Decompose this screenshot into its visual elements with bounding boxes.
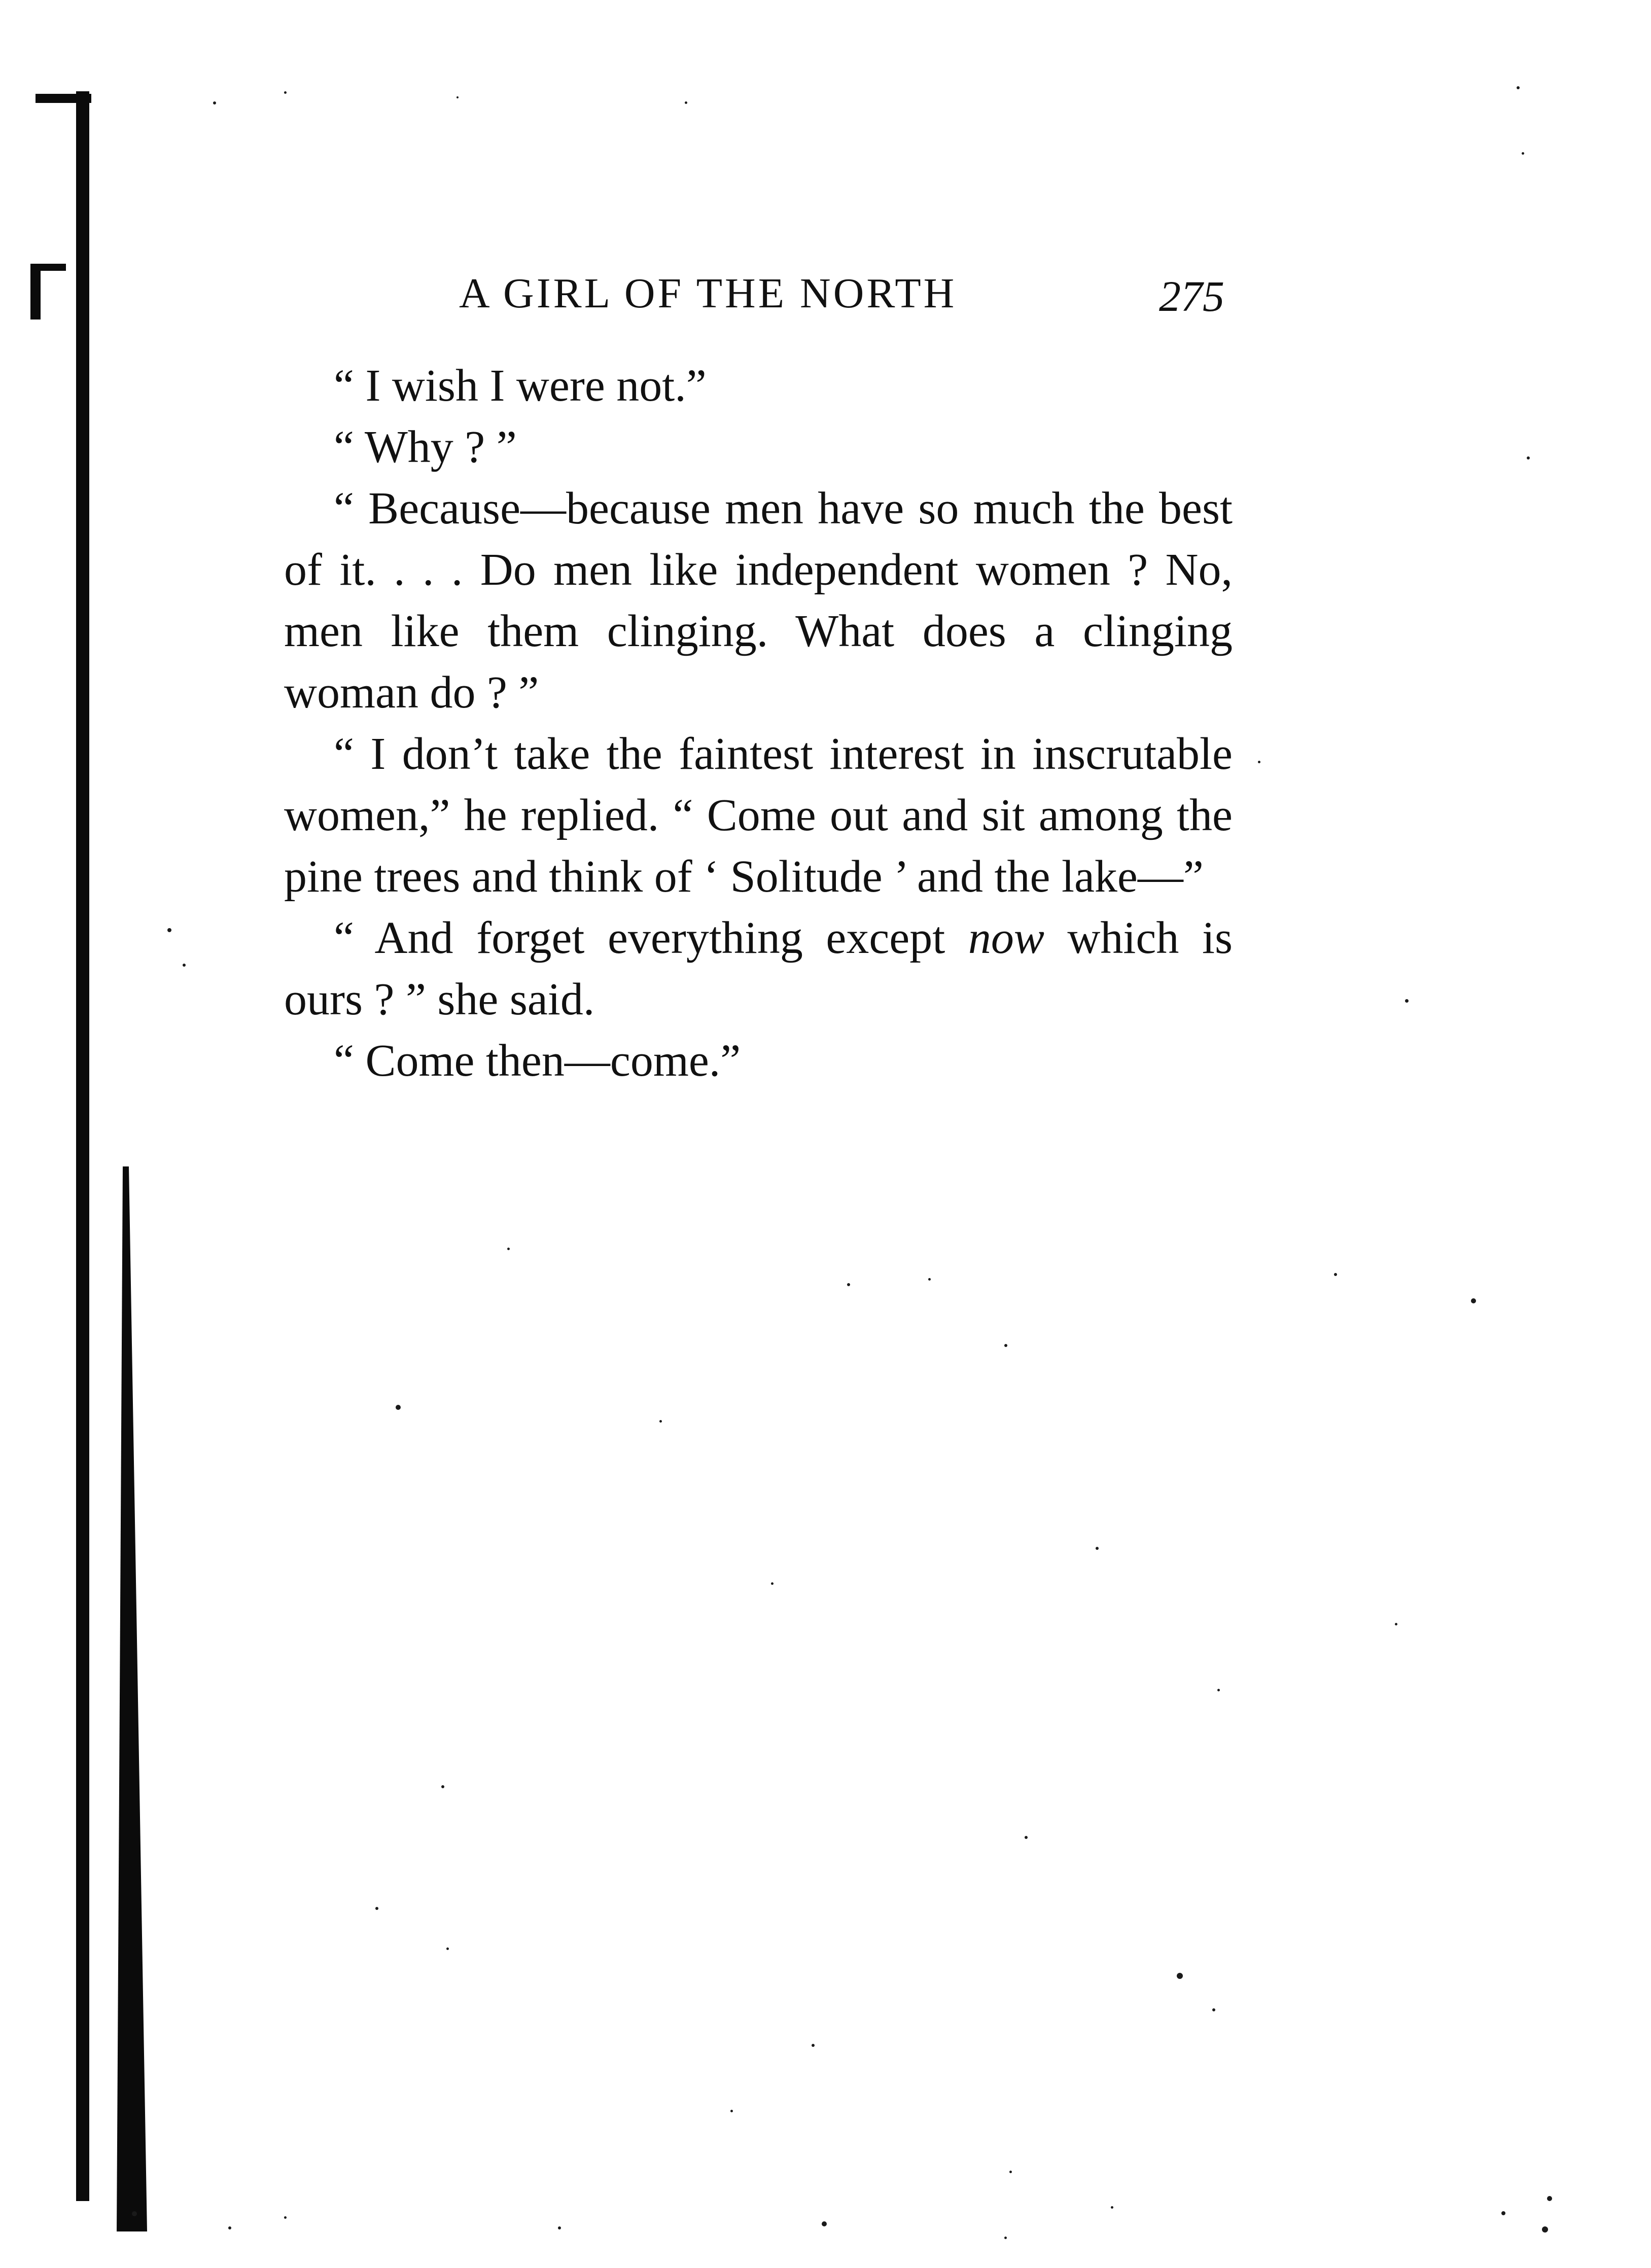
scan-speck: [284, 2216, 287, 2219]
scan-speck: [183, 964, 186, 967]
scan-speck: [847, 1283, 850, 1286]
italic-word: now: [968, 913, 1044, 963]
scan-speck: [396, 1405, 401, 1410]
scan-speck: [441, 1785, 444, 1788]
scan-speck: [558, 2226, 561, 2229]
scan-speck: [1405, 999, 1409, 1003]
scan-speck: [1527, 456, 1530, 459]
binding-edge-lower-shadow: [117, 1166, 147, 2231]
scan-speck: [1212, 2008, 1215, 2011]
paragraph: “ Because—because men have so much the best of it. . . . Do men like independent women ? No, men like them clinging. What does a clinging woman do ? ”: [284, 483, 1233, 718]
scan-speck: [507, 1248, 510, 1250]
scan-speck: [228, 2226, 231, 2229]
paragraph: [284, 907, 1233, 1030]
scan-speck: [1395, 1623, 1397, 1625]
scan-speck: [132, 2211, 137, 2216]
margin-mark-top: [30, 264, 66, 271]
paragraph-text: which is ours ? ” she said.: [284, 913, 1233, 1024]
scan-speck: [1258, 761, 1260, 763]
binding-top-mark: [36, 94, 91, 103]
scan-speck: [685, 101, 687, 104]
binding-edge-shadow: [76, 91, 89, 2201]
scan-speck: [1471, 1298, 1476, 1303]
paragraph: “ I wish I were not.”: [334, 361, 707, 411]
paragraph: “ Why ? ”: [334, 422, 517, 472]
scan-speck: [1004, 2237, 1007, 2239]
paragraph: “ Come then—come.”: [334, 1036, 741, 1086]
scan-speck: [446, 1947, 449, 1950]
scan-speck: [213, 101, 216, 104]
scan-speck: [1217, 1689, 1220, 1691]
scan-speck: [1096, 1547, 1099, 1550]
scan-speck: [1522, 152, 1524, 155]
scan-speck: [1177, 1973, 1183, 1979]
scan-speck: [771, 1582, 774, 1585]
scan-speck: [375, 1907, 378, 1910]
scan-speck: [928, 1278, 931, 1281]
text-block: [284, 355, 1233, 1091]
scan-speck: [1111, 2206, 1113, 2209]
scan-speck: [284, 91, 287, 94]
scan-speck: [1004, 1344, 1007, 1347]
scan-speck: [1025, 1836, 1028, 1839]
scan-speck: [822, 2221, 827, 2226]
scan-speck: [1501, 2211, 1505, 2215]
running-head: [459, 264, 1230, 325]
scan-speck: [1542, 2226, 1548, 2232]
scan-speck: [1009, 2171, 1012, 2173]
scan-speck: [659, 1420, 662, 1423]
page-number: 275: [1159, 272, 1224, 321]
scan-speck: [812, 2044, 815, 2047]
paragraph-text: “ And forget everything except: [334, 913, 968, 963]
running-head-title: A GIRL OF THE NORTH: [459, 270, 957, 317]
paragraph: “ I don’t take the faintest interest in inscrutable women,” he replied. “ Come out and sit among the pine trees and think of ‘ Solitude ’ and the lake—”: [284, 729, 1233, 902]
scan-speck: [730, 2110, 733, 2112]
scan-speck: [456, 96, 459, 98]
scan-speck: [1517, 86, 1520, 89]
scan-speck: [1334, 1273, 1337, 1276]
scan-speck: [167, 928, 171, 932]
margin-mark: [30, 264, 41, 320]
scan-speck: [1547, 2196, 1552, 2201]
